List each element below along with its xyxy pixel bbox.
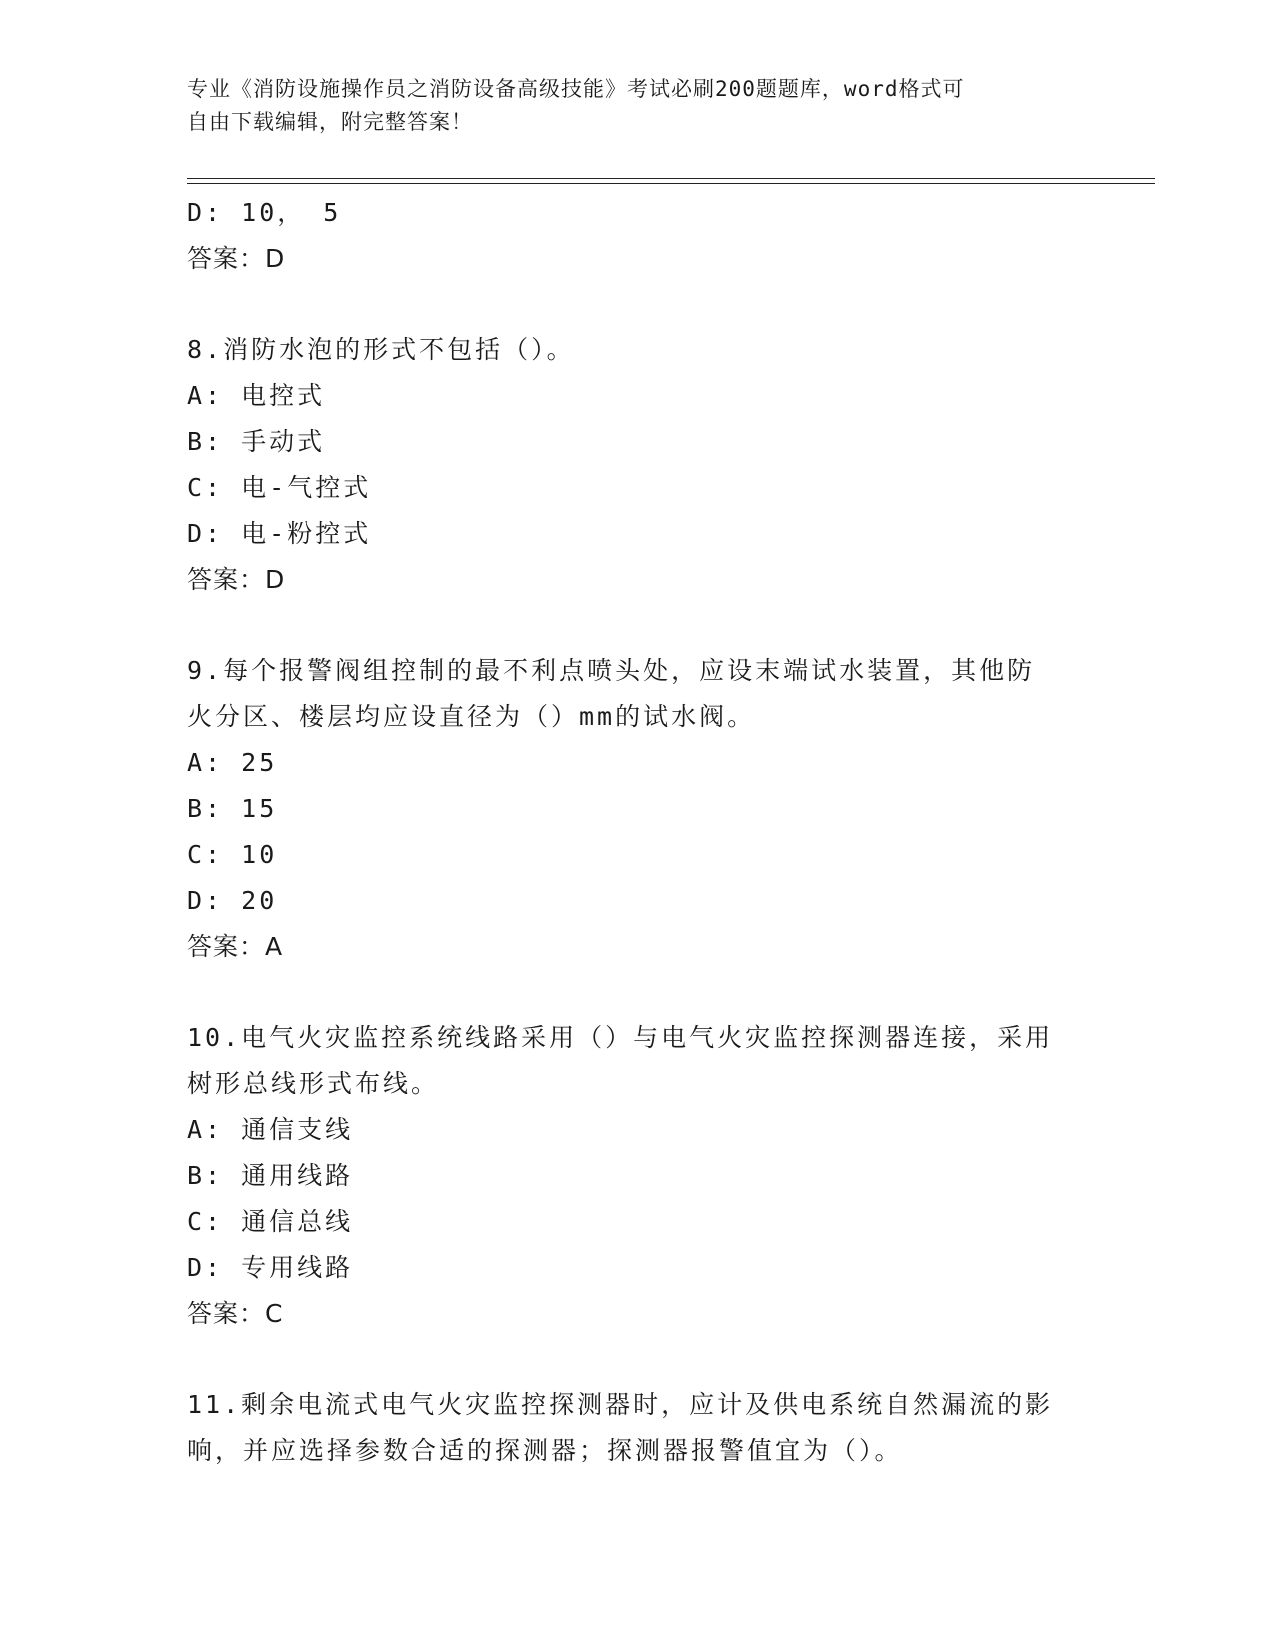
question-list [187, 190, 1087, 1474]
option-a: A: 通信支线 [187, 1115, 354, 1144]
header-title-line-1: 专业《消防设施操作员之消防设备高级技能》考试必刷200题题库，word格式可 [187, 77, 965, 101]
spacer [187, 282, 1087, 327]
option-c: C: 通信总线 [187, 1207, 354, 1236]
question-9 [187, 648, 1087, 970]
option-d: D: 电-粉控式 [187, 519, 372, 548]
header-title-line-2: 自由下载编辑，附完整答案！ [187, 110, 473, 134]
question-text-line-2: 响，并应选择参数合适的探测器；探测器报警值宜为（）。 [187, 1436, 903, 1465]
question-text-line-2: 火分区、楼层均应设直径为（）mm的试水阀。 [187, 702, 756, 731]
option-d: D: 10， 5 [187, 198, 342, 227]
spacer [187, 603, 1087, 648]
question-text-line-2: 树形总线形式布线。 [187, 1069, 440, 1098]
option-b: B: 手动式 [187, 427, 326, 456]
question-10 [187, 1015, 1087, 1337]
answer: 答案：A [187, 932, 284, 961]
spacer [187, 1337, 1087, 1382]
header-divider [187, 178, 1155, 184]
option-c: C: 电-气控式 [187, 473, 372, 502]
answer: 答案：D [187, 565, 286, 594]
document-header [187, 73, 1067, 139]
question-text: 8.消防水泡的形式不包括（）。 [187, 335, 575, 364]
answer: 答案：C [187, 1299, 284, 1328]
option-d: D: 专用线路 [187, 1253, 354, 1282]
option-c: C: 10 [187, 840, 278, 869]
answer: 答案：D [187, 244, 286, 273]
spacer [187, 970, 1087, 1015]
question-11 [187, 1382, 1087, 1474]
option-b: B: 通用线路 [187, 1161, 354, 1190]
question-8 [187, 327, 1087, 603]
question-7-tail [187, 190, 1087, 282]
question-text-line-1: 10.电气火灾监控系统线路采用（）与电气火灾监控探测器连接，采用 [187, 1023, 1054, 1052]
option-d: D: 20 [187, 886, 278, 915]
question-text-line-1: 9.每个报警阀组控制的最不利点喷头处，应设末端试水装置，其他防 [187, 656, 1036, 685]
option-a: A: 电控式 [187, 381, 326, 410]
question-text-line-1: 11.剩余电流式电气火灾监控探测器时，应计及供电系统自然漏流的影 [187, 1390, 1054, 1419]
option-a: A: 25 [187, 748, 278, 777]
option-b: B: 15 [187, 794, 278, 823]
